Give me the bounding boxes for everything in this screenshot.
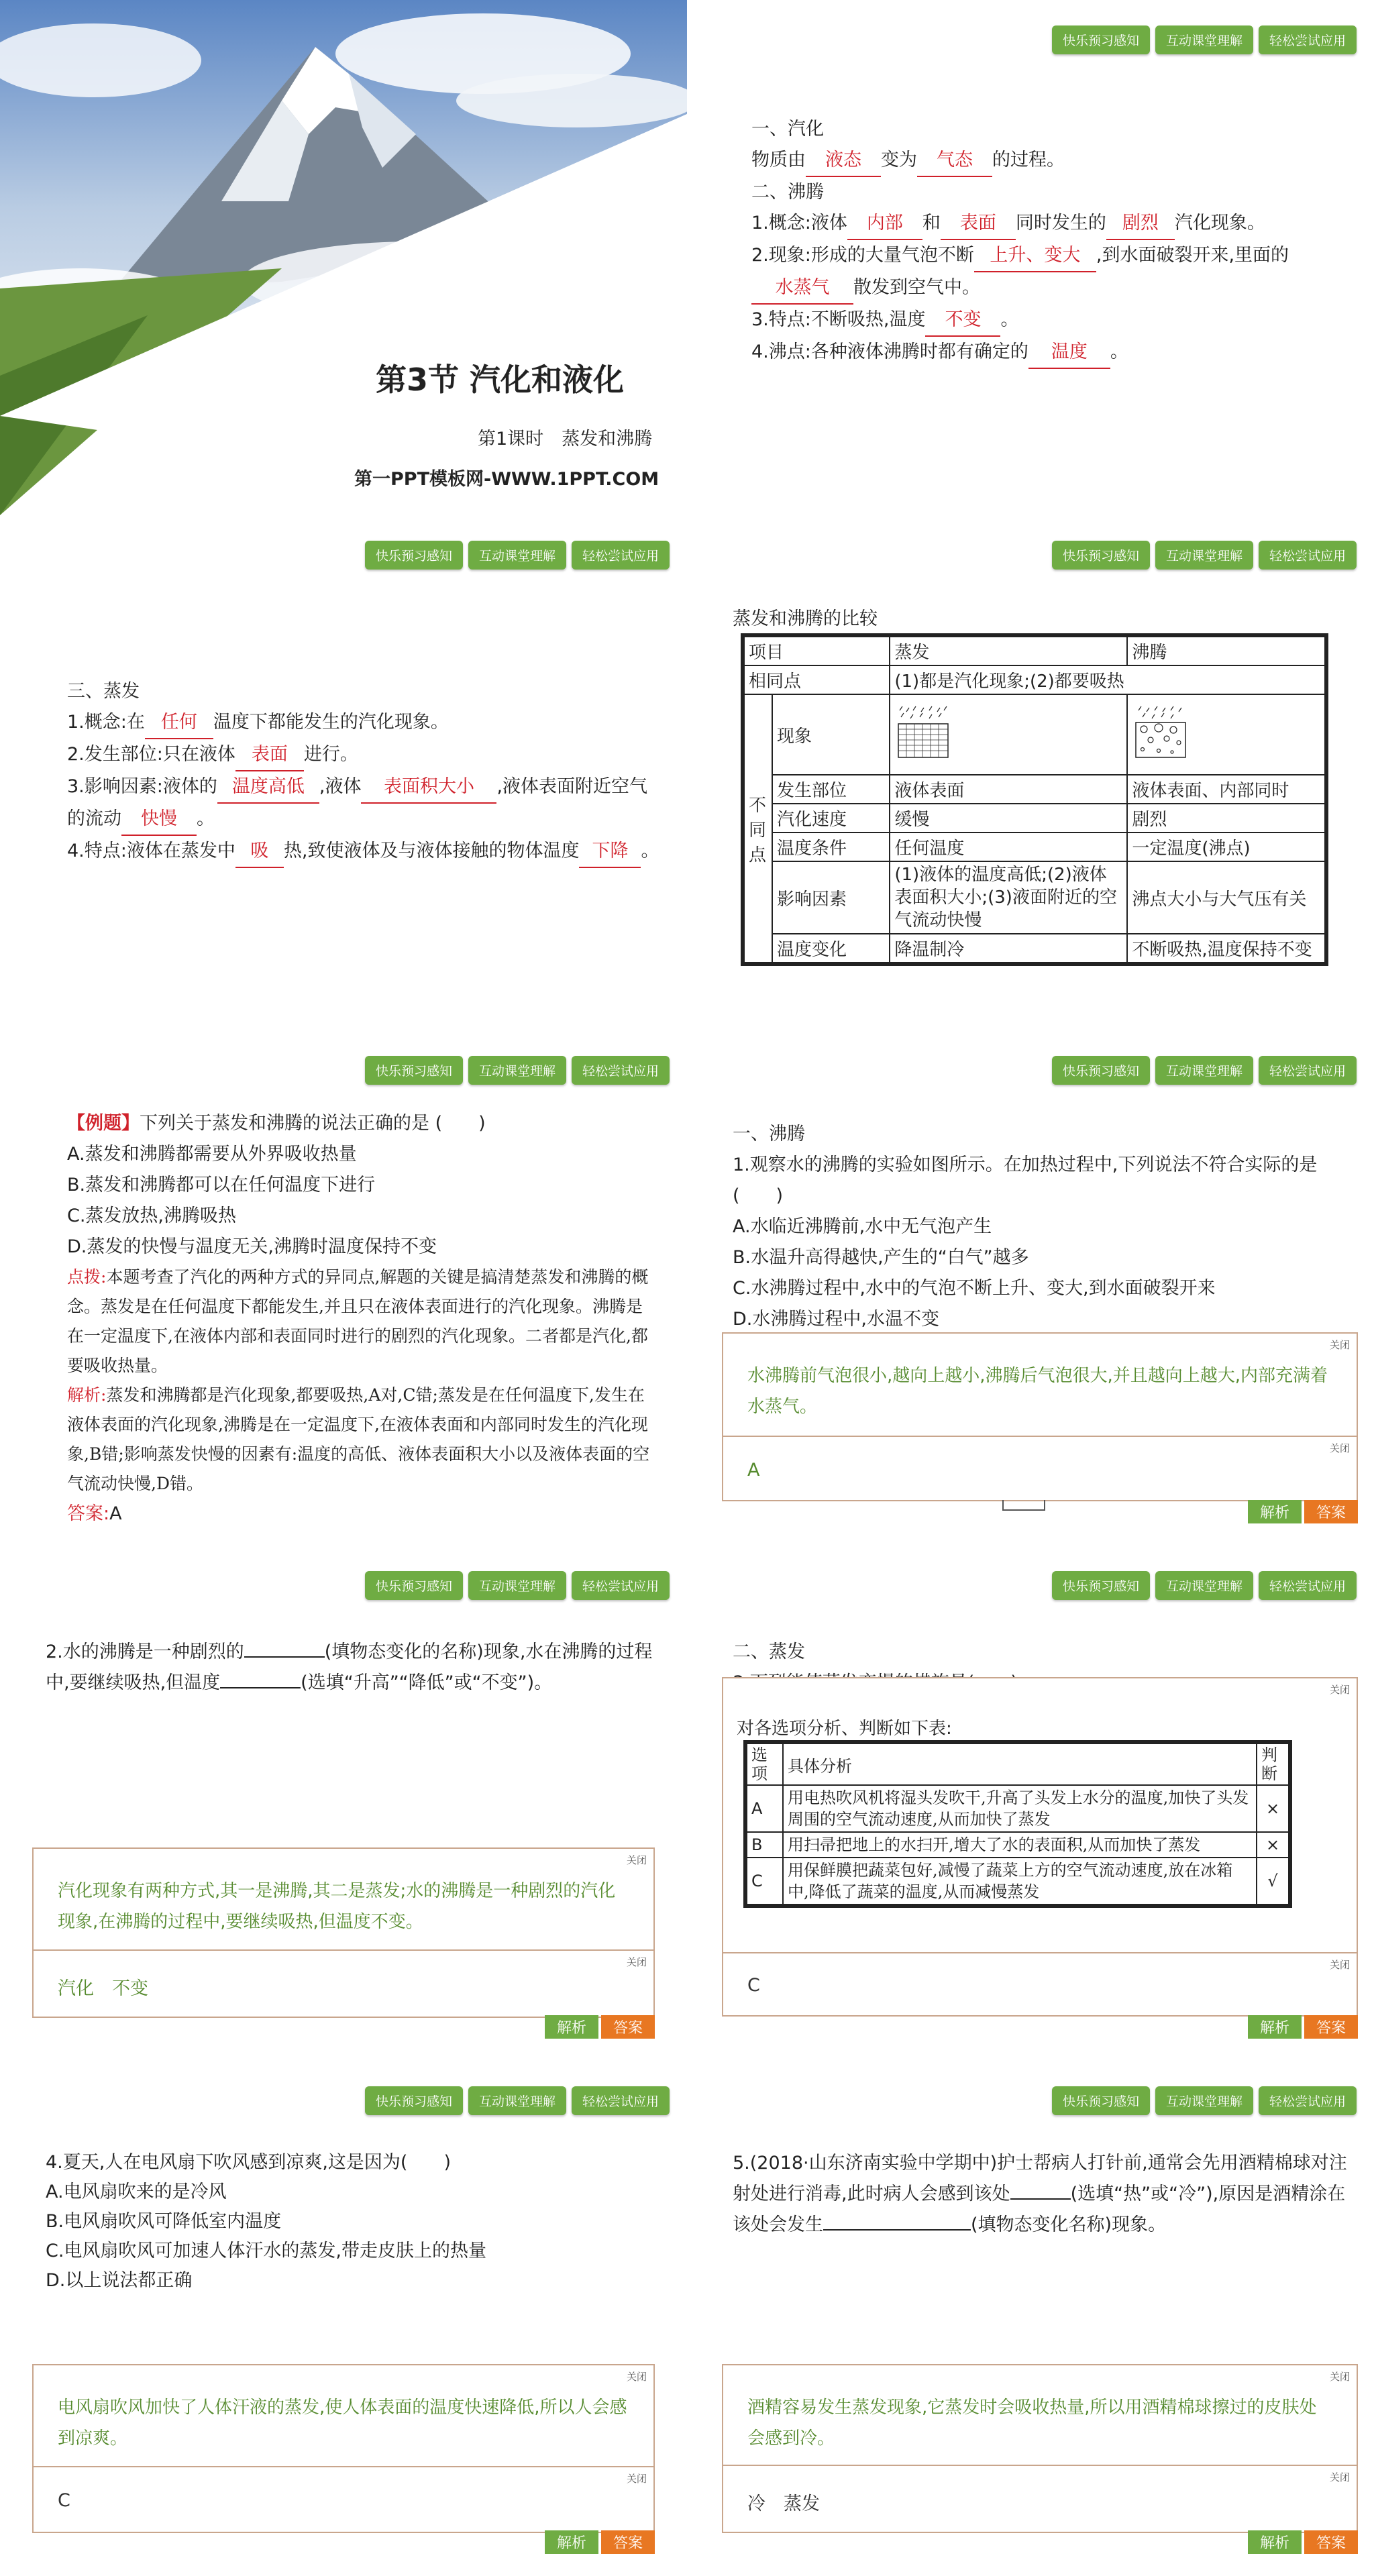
analysis-popup (32, 1847, 655, 1952)
evap-feature: 4.特点:液体在蒸发中 吸 热,致使液体及与液体接触的物体温度 下降 。 (67, 836, 660, 868)
nav-preview[interactable]: 快乐预习感知 (1052, 2086, 1150, 2115)
nav-bar (1052, 2086, 1357, 2115)
question-text (733, 2148, 1358, 2241)
nav-classroom[interactable]: 互动课堂理解 (468, 1571, 566, 1600)
evap-concept: 1.概念:在 任何 温度下都能发生的汽化现象。 (67, 707, 660, 739)
cell-judgment: × (1257, 1785, 1289, 1832)
close-button[interactable]: 关闭 (1329, 2371, 1350, 2383)
slide-question-4 (0, 2061, 687, 2576)
nav-practice[interactable]: 轻松尝试应用 (1259, 1056, 1357, 1085)
answer-text: 冷 蒸发 (747, 2493, 820, 2514)
analysis-text: 电风扇吹风加快了人体汗液的蒸发,使人体表面的温度快速降低,所以人会感到凉爽。 (58, 2398, 627, 2449)
cell-analysis: 用电热吹风机将湿头发吹干,升高了头发上水分的温度,加快了头发周围的空气流动速度,从而加快了蒸发 (783, 1785, 1257, 1832)
boiling-figure (1127, 694, 1325, 775)
table-row (744, 694, 1325, 775)
option-d: D.以上说法都正确 (46, 2270, 193, 2291)
cell-boiling: 沸点大小与大气压有关 (1127, 861, 1325, 934)
tag-answer[interactable]: 答案 (1304, 1500, 1358, 1523)
option-b: B.电风扇吹风可降低室内温度 (46, 2211, 282, 2232)
analysis-intro: 对各选项分析、判断如下表: (737, 1719, 952, 1739)
nav-classroom[interactable]: 互动课堂理解 (468, 1056, 566, 1085)
example-text (67, 1108, 656, 1529)
nav-classroom[interactable]: 互动课堂理解 (468, 541, 566, 570)
table-row (744, 775, 1325, 804)
slide-boiling-notes (687, 0, 1374, 515)
example-answer: 答案:A (67, 1503, 122, 1524)
nav-classroom[interactable]: 互动课堂理解 (1155, 1571, 1253, 1600)
tag-analysis[interactable]: 解析 (1248, 1500, 1302, 1523)
option-a: A.蒸发和沸腾都需要从外界吸收热量 (67, 1144, 357, 1165)
header-judgment: 判断 (1257, 1743, 1289, 1785)
page-subtitle: 第1课时 蒸发和沸腾 (478, 429, 653, 449)
nav-practice[interactable]: 轻松尝试应用 (572, 1056, 670, 1085)
comparison-table (743, 636, 1326, 963)
table-row (747, 1858, 1289, 1904)
example-tip: 点拨:本题考查了汽化的两种方式的异同点,解题的关键是搞清楚蒸发和沸腾的概念。蒸发是在任何温度下都能发生,并且只在液体表面进行的汽化现象。沸腾是在一定温度下,在液体内部和表面同时进行的剧烈的汽化现象。二者都是汽化,都要吸收热量。 (67, 1267, 649, 1375)
analysis-popup (722, 2364, 1358, 2467)
analysis-table (746, 1743, 1289, 1905)
analysis-text: 水沸腾前气泡很小,越向上越小,沸腾后气泡很大,并且越向上越大,内部充满着水蒸气。 (747, 1366, 1328, 1417)
same-label: 相同点 (744, 665, 890, 694)
nav-bar (365, 1571, 670, 1600)
nav-practice[interactable]: 轻松尝试应用 (1259, 25, 1357, 54)
table-header-row (744, 637, 1325, 665)
boiling-phenomenon: 2.现象:形成的大量气泡不断 上升、变大 ,到水面破裂开来,里面的水蒸气 散发到空气中。 (751, 240, 1347, 305)
cell-evaporation: 降温制冷 (890, 934, 1127, 963)
answer-tags (545, 2015, 655, 2039)
cell-evaporation: 液体表面 (890, 775, 1127, 804)
analysis-text: 汽化现象有两种方式,其一是沸腾,其二是蒸发;水的沸腾是一种剧烈的汽化现象,在沸腾的过程中,要继续吸热,但温度不变。 (58, 1881, 616, 1932)
answer-tags (1248, 2530, 1358, 2554)
nav-practice[interactable]: 轻松尝试应用 (1259, 1571, 1357, 1600)
table-header-row (747, 1743, 1289, 1785)
cell-evaporation: 缓慢 (890, 804, 1127, 833)
evaporation-figure (890, 694, 1127, 775)
evap-factors: 3.影响因素:液体的 温度高低 ,液体 表面积大小 ,液体表面附近空气的流动 快慢 。 (67, 771, 660, 836)
nav-bar (1052, 1571, 1357, 1600)
answer-text: 汽化 不变 (58, 1978, 148, 1999)
close-button[interactable]: 关闭 (626, 2473, 647, 2485)
slide-boiling-question (687, 1030, 1374, 1546)
nav-preview[interactable]: 快乐预习感知 (365, 1571, 463, 1600)
answer-text: C (747, 1975, 760, 1996)
tag-answer[interactable]: 答案 (1304, 2015, 1358, 2039)
boiling-feature: 3.特点:不断吸热,温度 不变 。 (751, 305, 1347, 337)
site-watermark: 第一PPT模板网-WWW.1PPT.COM (354, 469, 659, 490)
nav-classroom[interactable]: 互动课堂理解 (468, 2086, 566, 2115)
nav-bar (365, 2086, 670, 2115)
nav-preview[interactable]: 快乐预习感知 (365, 1056, 463, 1085)
nav-preview[interactable]: 快乐预习感知 (1052, 1056, 1150, 1085)
table-row (747, 1832, 1289, 1858)
nav-classroom[interactable]: 互动课堂理解 (1155, 2086, 1253, 2115)
page-title: 第3节 汽化和液化 (376, 362, 625, 398)
answer-text: A (747, 1460, 760, 1481)
option-c: C.水沸腾过程中,水中的气泡不断上升、变大,到水面破裂开来 (733, 1278, 1216, 1299)
close-button[interactable]: 关闭 (1329, 1442, 1350, 1454)
slide-title (0, 0, 687, 515)
header-item: 项目 (744, 637, 890, 665)
row-label: 温度变化 (772, 934, 890, 963)
cell-option: C (747, 1858, 783, 1904)
option-d: D.蒸发的快慢与温度无关,沸腾时温度保持不变 (67, 1236, 437, 1257)
cell-option: A (747, 1785, 783, 1832)
nav-practice[interactable]: 轻松尝试应用 (572, 2086, 670, 2115)
close-button[interactable]: 关闭 (626, 1956, 647, 1968)
comparison-table-frame (741, 633, 1328, 966)
slide-example (0, 1030, 687, 1546)
notes-text (751, 114, 1347, 369)
nav-bar (1052, 1056, 1357, 1085)
tag-analysis[interactable]: 解析 (545, 2015, 598, 2039)
row-label: 汽化速度 (772, 804, 890, 833)
diff-label: 不同点 (744, 694, 772, 963)
header-boiling: 沸腾 (1127, 637, 1325, 665)
nav-bar (365, 1056, 670, 1085)
option-a: A.水临近沸腾前,水中无气泡产生 (733, 1216, 992, 1237)
answer-popup (32, 1949, 655, 2018)
analysis-popup (722, 1332, 1358, 1438)
analysis-table-frame (743, 1740, 1292, 1908)
question-text (46, 2148, 660, 2296)
heading-evaporation: 三、蒸发 (67, 681, 140, 702)
row-label: 现象 (772, 694, 890, 775)
analysis-text: 酒精容易发生蒸发现象,它蒸发时会吸收热量,所以用酒精棉球擦过的皮肤处会感到冷。 (747, 2398, 1317, 2449)
answer-popup (722, 1952, 1358, 2017)
answer-tags (545, 2530, 655, 2554)
row-label: 影响因素 (772, 861, 890, 934)
boiling-point: 4.沸点:各种液体沸腾时都有确定的 温度 。 (751, 337, 1347, 369)
notes-text (67, 676, 660, 868)
burner-icon (1002, 1500, 1045, 1511)
analysis-popup (32, 2364, 655, 2469)
tag-analysis[interactable]: 解析 (1248, 2015, 1302, 2039)
option-a: A.电风扇吹来的是冷风 (46, 2182, 227, 2202)
answer-text: C (58, 2490, 70, 2511)
close-button[interactable]: 关闭 (626, 2371, 647, 2383)
nav-preview[interactable]: 快乐预习感知 (1052, 25, 1150, 54)
example-question: 【例题】下列关于蒸发和沸腾的说法正确的是 ( ) (67, 1113, 486, 1134)
close-button[interactable]: 关闭 (1329, 1339, 1350, 1351)
close-button[interactable]: 关闭 (1329, 2471, 1350, 2483)
cell-judgment: √ (1257, 1858, 1289, 1904)
nav-classroom[interactable]: 互动课堂理解 (1155, 1056, 1253, 1085)
cell-analysis: 用扫帚把地上的水扫开,增大了水的表面积,从而加快了蒸发 (783, 1832, 1257, 1858)
evaporation-beaker-icon (894, 706, 952, 759)
question: 5.(2018·山东济南实验中学期中)护士帮病人打针前,通常会先用酒精棉球对注射处进行消毒,此时病人会感到该处 (选填“热”或“冷”),原因是酒精涂在该处会发生 (填物态变化名称)现象。 (733, 2153, 1347, 2235)
option-d: D.水沸腾过程中,水温不变 (733, 1309, 939, 1330)
answer-popup (722, 2465, 1358, 2533)
nav-preview[interactable]: 快乐预习感知 (365, 2086, 463, 2115)
tag-analysis[interactable]: 解析 (1248, 2530, 1302, 2554)
slide-comparison-table (687, 515, 1374, 1030)
analysis-popup (722, 1677, 1358, 1955)
cell-analysis: 用保鲜膜把蔬菜包好,减慢了蔬菜上方的空气流动速度,放在冰箱中,降低了蔬菜的温度,从而减慢蒸发 (783, 1858, 1257, 1904)
question-text (733, 1637, 1347, 1680)
cell-boiling: 不断吸热,温度保持不变 (1127, 934, 1325, 963)
section-heading: 二、蒸发 (733, 1642, 805, 1662)
nav-preview[interactable]: 快乐预习感知 (1052, 541, 1150, 570)
cell-evaporation: (1)液体的温度高低;(2)液体表面积大小;(3)液面附近的空气流动快慢 (890, 861, 1127, 934)
close-button[interactable]: 关闭 (626, 1854, 647, 1866)
tag-analysis[interactable]: 解析 (545, 2530, 598, 2554)
tag-answer[interactable]: 答案 (1304, 2530, 1358, 2554)
tag-answer[interactable]: 答案 (601, 2530, 655, 2554)
question-text (733, 1119, 1347, 1335)
header-analysis: 具体分析 (783, 1743, 1257, 1785)
nav-classroom[interactable]: 互动课堂理解 (1155, 541, 1253, 570)
table-row (744, 665, 1325, 694)
answer-popup (32, 2466, 655, 2533)
nav-bar (365, 541, 670, 570)
nav-practice[interactable]: 轻松尝试应用 (572, 1571, 670, 1600)
table-row (744, 804, 1325, 833)
cell-boiling: 一定温度(沸点) (1127, 833, 1325, 861)
boiling-beaker-icon (1132, 706, 1190, 759)
row-label: 发生部位 (772, 775, 890, 804)
cell-option: B (747, 1832, 783, 1858)
table-row (744, 833, 1325, 861)
question: 4.夏天,人在电风扇下吹风感到凉爽,这是因为( ) (46, 2152, 451, 2173)
header-evaporation: 蒸发 (890, 637, 1127, 665)
cell-boiling: 剧烈 (1127, 804, 1325, 833)
answer-tags (1248, 2015, 1358, 2039)
cell-boiling: 液体表面、内部同时 (1127, 775, 1325, 804)
example-analysis: 解析:蒸发和沸腾都是汽化现象,都要吸热,A对,C错;蒸发是在任何温度下,发生在液体表面的汽化现象,沸腾是在一定温度下,在液体表面和内部同时发生的汽化现象,B错;影响蒸发快慢的因素有:温度的高低、液体表面积大小以及液体表面的空气流动快慢,D错。 (67, 1385, 650, 1493)
same-value: (1)都是汽化现象;(2)都要吸热 (890, 665, 1325, 694)
option-b: B.水温升高得越快,产生的“白气”越多 (733, 1247, 1029, 1268)
answer-tags (1248, 1500, 1358, 1523)
nav-bar (1052, 25, 1357, 54)
nav-practice[interactable]: 轻松尝试应用 (1259, 2086, 1357, 2115)
nav-practice[interactable]: 轻松尝试应用 (572, 541, 670, 570)
nav-preview[interactable]: 快乐预习感知 (365, 541, 463, 570)
answer-popup (722, 1436, 1358, 1501)
vaporization-definition: 物质由 液态 变为 气态 的过程。 (751, 145, 1347, 177)
close-button[interactable]: 关闭 (1329, 1959, 1350, 1971)
section-heading: 一、沸腾 (733, 1124, 805, 1144)
question: 1.观察水的沸腾的实验如图所示。在加热过程中,下列说法不符合实际的是( ) (733, 1155, 1318, 1206)
tag-answer[interactable]: 答案 (601, 2015, 655, 2039)
heading-boiling: 二、沸腾 (751, 182, 824, 203)
slide-evaporation-notes (0, 515, 687, 1030)
nav-preview[interactable]: 快乐预习感知 (1052, 1571, 1150, 1600)
evap-location: 2.发生部位:只在液体 表面 进行。 (67, 739, 660, 771)
nav-practice[interactable]: 轻松尝试应用 (1259, 541, 1357, 570)
slide-evaporation-question (687, 1546, 1374, 2061)
nav-classroom[interactable]: 互动课堂理解 (1155, 25, 1253, 54)
close-button[interactable]: 关闭 (1329, 1684, 1350, 1696)
question: 2.水的沸腾是一种剧烈的 (填物态变化的名称)现象,水在沸腾的过程中,要继续吸热,但温度 (选填“升高”“降低”或“不变”)。 (46, 1642, 653, 1693)
boiling-concept: 1.概念:液体 内部 和 表面 同时发生的 剧烈 汽化现象。 (751, 208, 1347, 240)
option-b: B.蒸发和沸腾都可以在任何温度下进行 (67, 1175, 376, 1195)
slide-question-2 (0, 1546, 687, 2061)
cell-evaporation: 任何温度 (890, 833, 1127, 861)
heading-vaporization: 一、汽化 (751, 119, 824, 140)
slide-question-5 (687, 2061, 1374, 2576)
question-text (46, 1637, 660, 1699)
option-c: C.蒸发放热,沸腾吸热 (67, 1205, 237, 1226)
table-title: 蒸发和沸腾的比较 (733, 608, 878, 629)
table-row (744, 861, 1325, 934)
nav-bar (1052, 541, 1357, 570)
row-label: 温度条件 (772, 833, 890, 861)
option-c: C.电风扇吹风可加速人体汗水的蒸发,带走皮肤上的热量 (46, 2241, 487, 2261)
table-row (747, 1785, 1289, 1832)
header-option: 选项 (747, 1743, 783, 1785)
table-row (744, 934, 1325, 963)
cell-judgment: × (1257, 1832, 1289, 1858)
